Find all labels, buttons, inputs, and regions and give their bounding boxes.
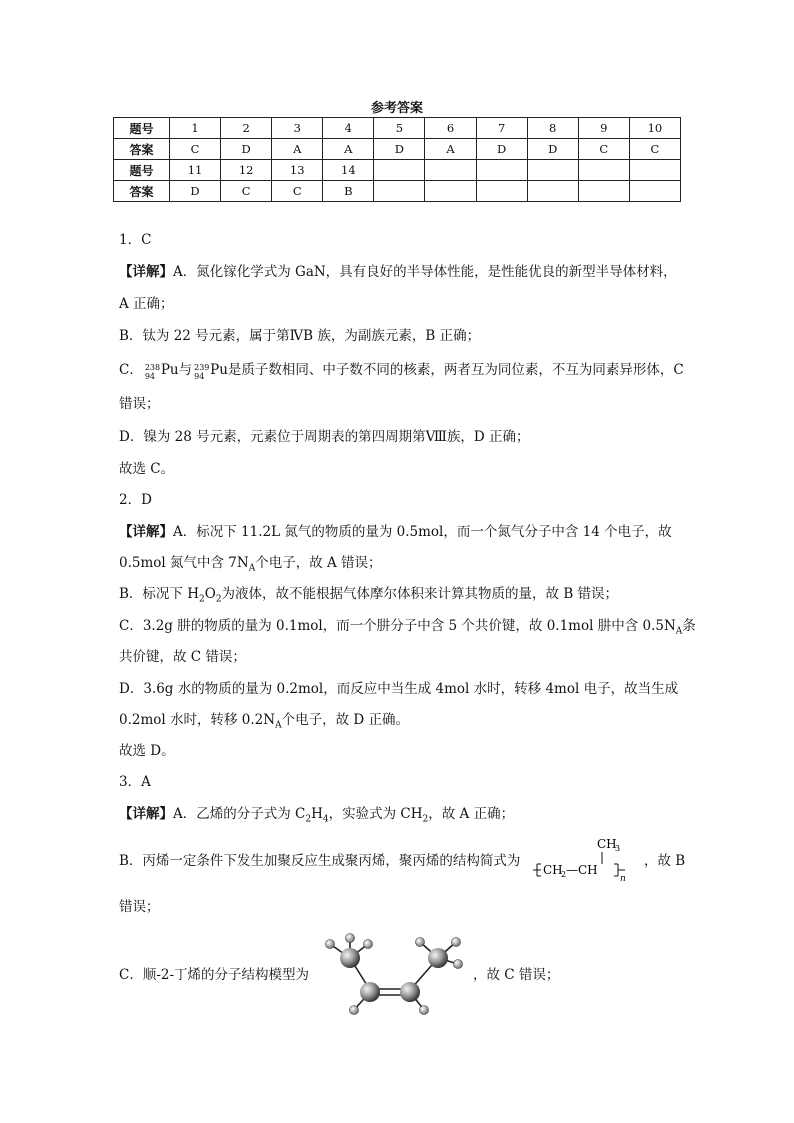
answer-key-row-header: 答案 (114, 139, 170, 160)
q2-answer: 2．D (119, 492, 152, 508)
answer-key-cell: C (629, 139, 680, 160)
q2-conclusion: 故选 D。 (119, 743, 175, 759)
answer-key-cell: D (527, 139, 578, 160)
answer-key-row-header: 题号 (114, 160, 170, 181)
q1-option-d: D．镍为 28 号元素，元素位于周期表的第四周期第Ⅷ族，D 正确； (119, 429, 530, 445)
answer-key-cell: 9 (578, 118, 629, 139)
q2-option-c-line1: C．3.2g 肼的物质的量为 0.1mol，而一个肼分子中含 5 个共价键，故 0.1mol 肼中含 $0.5N_A$条 (119, 618, 696, 637)
answer-key-cell: 6 (425, 118, 476, 139)
q3-option-c-pre: C．顺-2-丁烯的分子结构模型为 (119, 967, 310, 983)
answer-key-cell (476, 181, 527, 202)
answer-key-cell: D (221, 139, 272, 160)
q1-option-b: B．钛为 22 号元素，属于第ⅣB 族，为副族元素，B 正确； (119, 328, 481, 344)
answer-key-cell: D (476, 139, 527, 160)
answer-key-row (114, 160, 681, 181)
answer-key-cell: 2 (221, 118, 272, 139)
answer-key-cell: A (272, 139, 323, 160)
answer-key-cell (374, 181, 425, 202)
answer-key-cell (629, 160, 680, 181)
q3-option-b-line1-pre: B．丙烯一定条件下发生加聚反应生成聚丙烯，聚丙烯的结构简式为 (119, 853, 521, 869)
q1-option-a-line1: 【详解】A．氮化镓化学式为 GaN，具有良好的半导体性能，是性能优良的新型半导体材料， (119, 264, 677, 280)
q2-option-a-line1: 【详解】A．标况下 11.2L 氮气的物质的量为 0.5mol，而一个氮气分子中含 14 个电子，故 (119, 524, 672, 540)
answer-key-cell: C (170, 139, 221, 160)
answer-key-cell: 5 (374, 118, 425, 139)
answer-key-cell: 14 (323, 160, 374, 181)
answer-key-cell: 10 (629, 118, 680, 139)
svg-text:CH: CH (543, 863, 563, 877)
answer-key-row-header: 题号 (114, 118, 170, 139)
answer-key-cell (527, 181, 578, 202)
answer-key-cell (425, 181, 476, 202)
polypropylene-formula (533, 834, 643, 884)
svg-text:CH: CH (597, 837, 617, 851)
q1-option-a-line2: A 正确； (119, 296, 174, 312)
answer-key-cell: C (221, 181, 272, 202)
isotope-pu238: 238 94 (144, 363, 161, 381)
answer-key-row-header: 答案 (114, 181, 170, 202)
q2-option-d-line2: 0.2mol 水时，转移 $0.2N_A$个电子，故 D 正确。 (119, 712, 409, 731)
q1-conclusion: 故选 C。 (119, 461, 175, 477)
answer-key-cell: 11 (170, 160, 221, 181)
q2-option-c-line2: 共价键，故 C 错误； (119, 649, 246, 665)
svg-text:3: 3 (615, 844, 621, 853)
answer-key-row (114, 181, 681, 202)
answer-key-cell: C (272, 181, 323, 202)
answer-key-cell: C (578, 139, 629, 160)
answer-key-cell (527, 160, 578, 181)
answer-key-cell: 12 (221, 160, 272, 181)
q3-option-c-post: ，故 C 错误； (473, 967, 560, 983)
answer-key-cell: 4 (323, 118, 374, 139)
q1-option-c-line2: 错误； (119, 396, 160, 412)
svg-text:2: 2 (561, 870, 567, 879)
answer-key-cell (476, 160, 527, 181)
q2-option-d-line1: D．3.6g 水的物质的量为 0.2mol，而反应中当生成 4mol 水时，转移 4mol 电子，故当生成 (119, 681, 679, 697)
answer-key-cell (578, 181, 629, 202)
q1-option-c-line1: C． 238 94 Pu与 239 94 Pu是质子数相同、中子数不同的核素，两者互为同位素，不互为同素异形体，C (119, 362, 684, 381)
q1-answer: 1．C (119, 232, 152, 248)
answer-key-table (113, 117, 681, 202)
answer-key-cell: D (374, 139, 425, 160)
answer-key-cell: 1 (170, 118, 221, 139)
hydrogen-atoms (326, 934, 463, 1015)
svg-text:n: n (620, 874, 626, 884)
answer-key-cell: D (170, 181, 221, 202)
q2-option-b: B．标况下 $H_2O_2$为液体，故不能根据气体摩尔体积来计算其物质的量，故 B 错误； (119, 586, 619, 605)
answer-key-row (114, 118, 681, 139)
answer-key-cell (425, 160, 476, 181)
q3-answer: 3．A (119, 774, 151, 790)
q3-option-b-line1-post: ，故 B (644, 853, 686, 869)
answer-key-row (114, 139, 681, 160)
detail-tag: 【详解】 (119, 806, 173, 822)
answer-key-cell (374, 160, 425, 181)
cis-2-butene-model (318, 930, 470, 1020)
isotope-pu239: 239 94 (194, 363, 210, 381)
answer-key-cell (578, 160, 629, 181)
answer-key-cell: B (323, 181, 374, 202)
answer-key-title: 参考答案 (370, 101, 423, 116)
answer-key-cell: 8 (527, 118, 578, 139)
carbon-atoms (340, 948, 448, 1002)
q3-option-a: 【详解】A．乙烯的分子式为 $C_2H_4$，实验式为 $CH_2$，故 A 正确； (119, 806, 515, 825)
svg-text:—CH: —CH (566, 863, 598, 877)
answer-key-cell (629, 181, 680, 202)
q3-option-b-line2: 错误； (119, 899, 160, 915)
answer-key-cell: 3 (272, 118, 323, 139)
detail-tag: 【详解】 (119, 524, 173, 540)
q2-option-a-line2: 0.5mol 氮气中含 $7N_A$个电子，故 A 错误； (119, 555, 382, 574)
detail-tag: 【详解】 (119, 264, 173, 280)
answer-key-cell: A (425, 139, 476, 160)
answer-key-cell: A (323, 139, 374, 160)
answer-key-cell: 7 (476, 118, 527, 139)
answer-key-cell: 13 (272, 160, 323, 181)
